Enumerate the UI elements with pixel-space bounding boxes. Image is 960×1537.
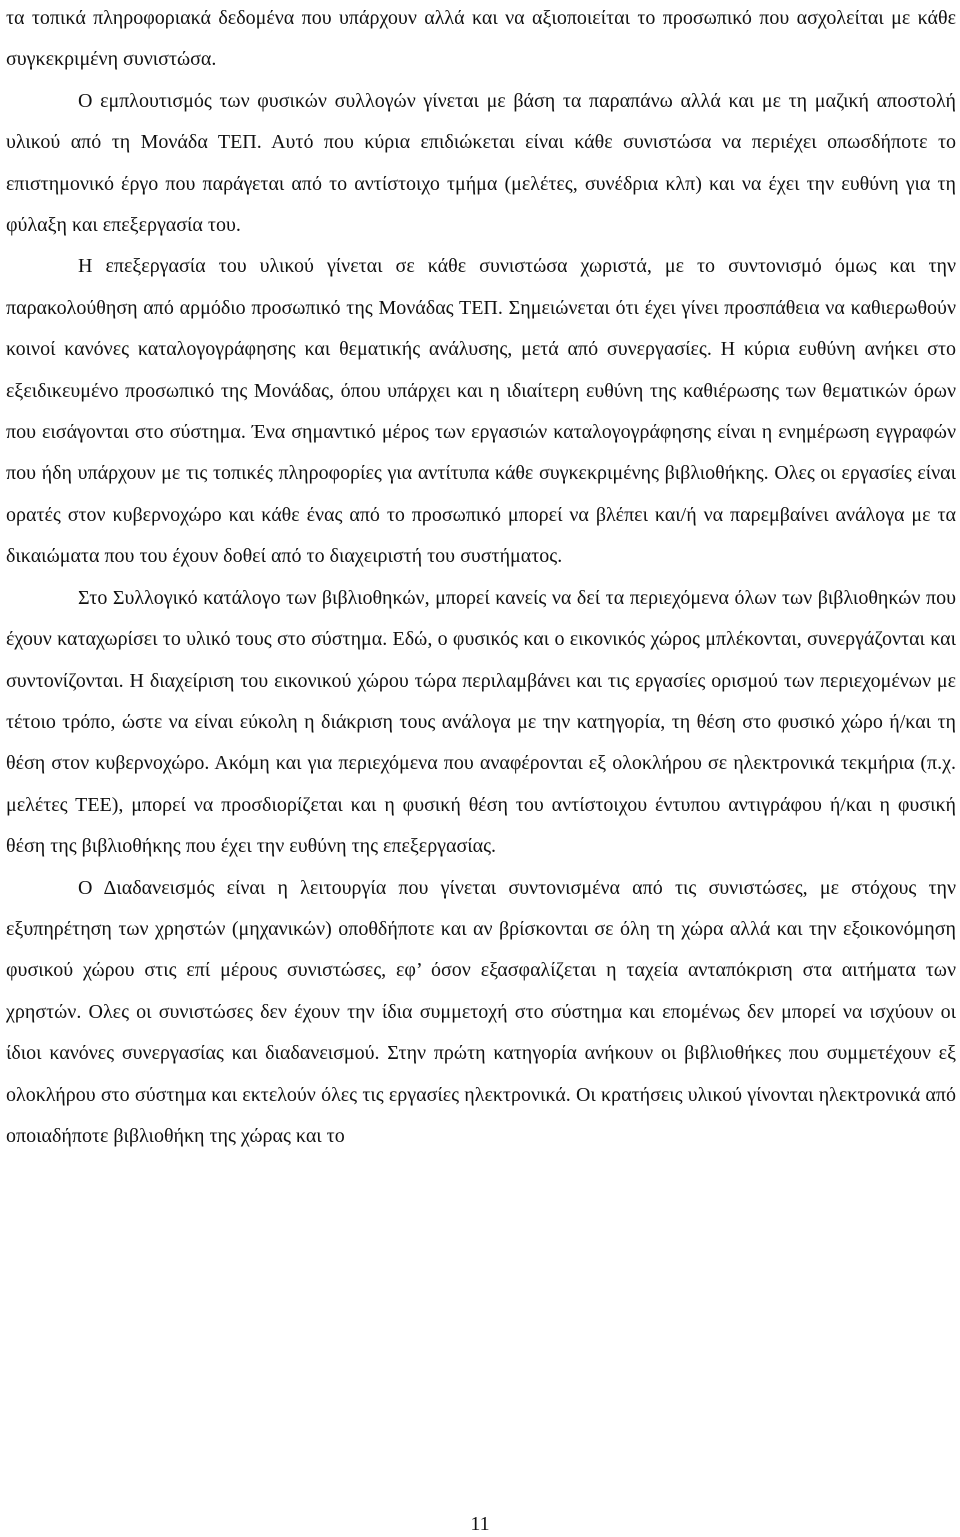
paragraph-5: Ο Διαδανεισμός είναι η λειτουργία που γίνεται συντονισμένα από τις συνιστώσες, με στόχους την εξυπηρέτηση των χρηστών (μηχανικών) οποθδήποτε και αν βρίσκονται σε όλη τη χώρα αλλά και την εξοικονόμηση φυσικού χώρου στις επί μέρους συνιστώσες, εφ’ όσον εξασφαλίζεται η ταχεία ανταπόκριση στα αιτήματα των χρηστών. Ολες οι συνιστώσες δεν έχουν την ίδια συμμετοχή στο σύστημα και επομένως δεν μπορεί να ισχύουν οι ίδιοι κανόνες συνεργασίας και διαδανεισμού. Στην πρώτη κατηγορία ανήκουν οι βιβλιοθήκες που συμμετέχουν εξ ολοκλήρου στο σύστημα και εκτελούν όλες τις εργασίες ηλεκτρονικά. Οι κρατήσεις υλικού γίνονται ηλεκτρονικά από οποιαδήποτε βιβλιοθήκη της χώρας και το (6, 876, 956, 1147)
paragraph-2: Ο εμπλουτισμός των φυσικών συλλογών γίνεται με βάση τα παραπάνω αλλά και με τη μαζική αποστολή υλικού από τη Μονάδα ΤΕΠ. Αυτό που κύρια επιδιώκεται είναι κάθε συνιστώσα να περιέχει οπωσδήποτε το επιστημονικό έργο που παράγεται από το αντίστοιχο τμήμα (μελέτες, συνέδρια κλπ) και να έχει την ευθύνη για τη φύλαξη και επεξεργασία του. (6, 89, 956, 237)
document-page (6, 0, 956, 1157)
paragraph-4: Στο Συλλογικό κατάλογο των βιβλιοθηκών, μπορεί κανείς να δεί τα περιεχόμενα όλων των βιβλιοθηκών που έχουν καταχωρίσει το υλικό τους στο σύστημα. Εδώ, ο φυσικός και ο εικονικός χώρος μπλέκονται, συνεργάζονται και συντονίζονται. Η διαχείριση του εικονικού χώρου τώρα περιλαμβάνει και τις εργασίες ορισμού των περιεχομένων με τέτοιο τρόπο, ώστε να είναι εύκολη η διάκριση τους ανάλογα με την κατηγορία, τη θέση στο φυσικό χώρο ή/και τη θέση στον κυβερνοχώρο. Ακόμη και για περιεχόμενα που αναφέρονται εξ ολοκλήρου σε ηλεκτρονικά τεκμήρια (π.χ. μελέτες ΤΕΕ), μπορεί να προσδιορίζεται και η φυσική θέση του αντίστοιχου έντυπου αντιγράφου ή/και η φυσική θέση της βιβλιοθήκης που έχει την ευθύνη της επεξεργασίας. (6, 586, 956, 858)
page-number: 11 (470, 1513, 490, 1535)
paragraph-3: Η επεξεργασία του υλικού γίνεται σε κάθε συνιστώσα χωριστά, με το συντονισμό όμως και την παρακολούθηση από αρμόδιο προσωπικό της Μονάδας ΤΕΠ. Σημειώνεται ότι έχει γίνει προσπάθεια να καθιερωθούν κοινοί κανόνες καταλογογράφησης και θεματικής ανάλυσης, μετά από συνεργασίες. Η κύρια ευθύνη ανήκει στο εξειδικευμένο προσωπικό της Μονάδας, όπου υπάρχει και η ιδιαίτερη ευθύνη της καθιέρωσης των θεματικών όρων που εισάγονται στο σύστημα. Ένα σημαντικό μέρος των εργασιών καταλογογράφησης είναι η ενημέρωση εγγραφών που ήδη υπάρχουν με τις τοπικές πληροφορίες για αντίτυπα κάθε συγκεκριμένης βιβλιοθήκης. Ολες οι εργασίες είναι ορατές στον κυβερνοχώρο και κάθε ένας από το προσωπικό μπορεί να βλέπει και/ή να παρεμβαίνει ανάλογα με τα δικαιώματα που του έχουν δοθεί από το διαχειριστή του συστήματος. (6, 255, 956, 568)
paragraph-1: τα τοπικά πληροφοριακά δεδομένα που υπάρχουν αλλά και να αξιοποιείται το προσωπικό που ασχολείται με κάθε συγκεκριμένη συνιστώσα. (6, 7, 956, 71)
